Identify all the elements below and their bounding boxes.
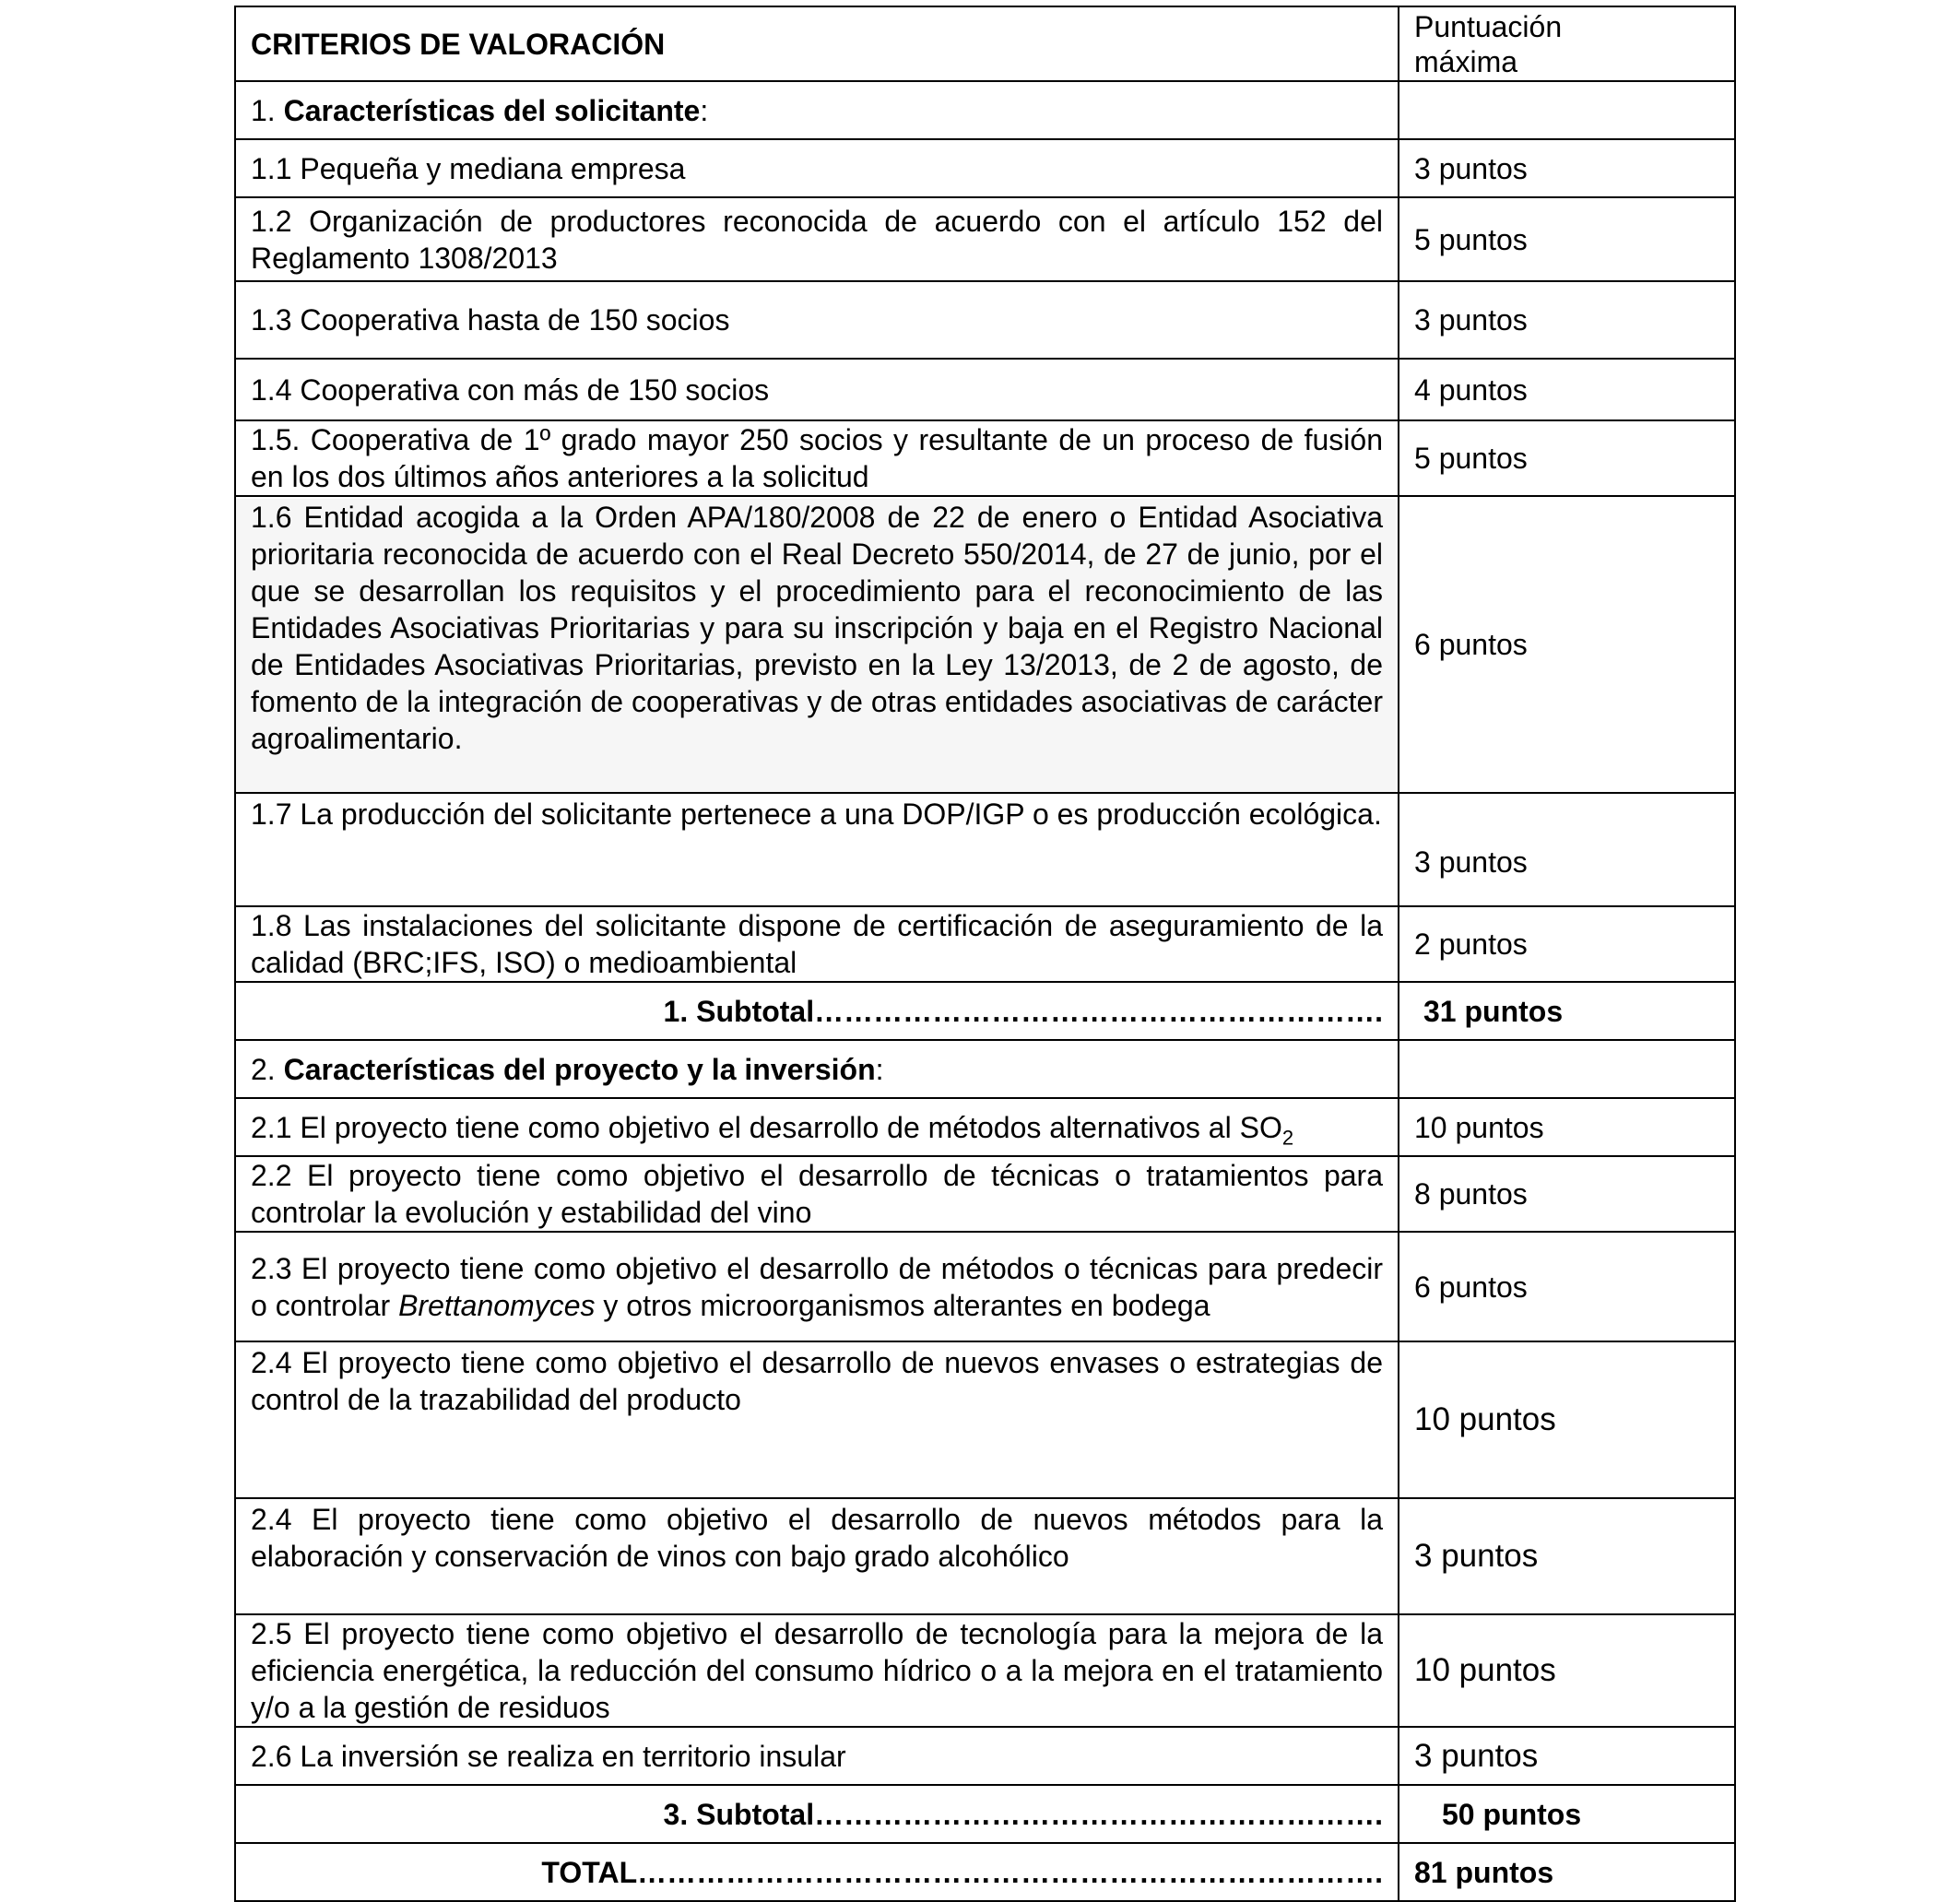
criterion-text: 2.4 El proyecto tiene como objetivo el desarrollo de nuevos métodos para la elaboración y conservación de vinos con bajo grado alcohólico xyxy=(235,1498,1399,1614)
criterion-text: 2.6 La inversión se realiza en territorio insular xyxy=(235,1727,1399,1785)
criterion-points: 5 puntos xyxy=(1399,197,1735,281)
criterion-points: 10 puntos xyxy=(1399,1341,1735,1498)
criterion-text: 1.7 La producción del solicitante pertenece a una DOP/IGP o es producción ecológica. xyxy=(235,793,1399,906)
table-row xyxy=(235,1098,1735,1156)
section2-heading-points-cell xyxy=(1399,1040,1735,1098)
section1-number: 1. xyxy=(251,93,284,127)
total-label: TOTAL…………………………………………………………………. xyxy=(235,1843,1399,1901)
subtotal2-value: 50 puntos xyxy=(1399,1785,1735,1843)
section1-suffix: : xyxy=(700,93,709,127)
table-row xyxy=(235,793,1735,906)
criterion-text-cell xyxy=(235,1098,1399,1156)
points-header-line2: máxima xyxy=(1414,44,1518,78)
subtotal2-row xyxy=(235,1785,1735,1843)
section1-heading-cell xyxy=(235,81,1399,139)
criterion-text: 1.1 Pequeña y mediana empresa xyxy=(235,139,1399,197)
criterion-points: 3 puntos xyxy=(1399,281,1735,359)
table-row xyxy=(235,496,1735,793)
section1-heading-row xyxy=(235,81,1735,139)
criterion-points: 10 puntos xyxy=(1399,1614,1735,1727)
criterion-points: 4 puntos xyxy=(1399,359,1735,420)
table-row xyxy=(235,1727,1735,1785)
points-header-line1: Puntuación xyxy=(1414,9,1563,43)
criterion-text-cell xyxy=(235,1232,1399,1341)
table-row xyxy=(235,1614,1735,1727)
criterion-text-after: y otros microorganismos alterantes en bodega xyxy=(595,1288,1210,1322)
table-row xyxy=(235,420,1735,496)
criterion-points: 5 puntos xyxy=(1399,420,1735,496)
table-header-row xyxy=(235,6,1735,81)
section2-number: 2. xyxy=(251,1052,284,1086)
table-row xyxy=(235,1156,1735,1232)
total-row xyxy=(235,1843,1735,1901)
table-row xyxy=(235,197,1735,281)
criterion-text: 2.2 El proyecto tiene como objetivo el desarrollo de técnicas o tratamientos para controlar la evolución y estabilidad del vino xyxy=(235,1156,1399,1232)
total-value: 81 puntos xyxy=(1399,1843,1735,1901)
criterion-text: 1.2 Organización de productores reconocida de acuerdo con el artículo 152 del Reglamento 1308/2013 xyxy=(235,197,1399,281)
criterion-text: 1.3 Cooperativa hasta de 150 socios xyxy=(235,281,1399,359)
table-row xyxy=(235,359,1735,420)
criterion-subscript: 2 xyxy=(1281,1125,1294,1149)
section2-suffix: : xyxy=(875,1052,884,1086)
table-row xyxy=(235,1498,1735,1614)
criteria-table xyxy=(234,6,1736,1902)
criterion-points: 2 puntos xyxy=(1399,906,1735,982)
criterion-text: 1.5. Cooperativa de 1º grado mayor 250 socios y resultante de un proceso de fusión en los dos últimos años anteriores a la solicitud xyxy=(235,420,1399,496)
criterion-points: 6 puntos xyxy=(1399,1232,1735,1341)
table-row xyxy=(235,1232,1735,1341)
criterion-text-italic: Brettanomyces xyxy=(398,1288,596,1322)
section2-heading-cell xyxy=(235,1040,1399,1098)
criterion-points: 10 puntos xyxy=(1399,1098,1735,1156)
section1-title: Características del solicitante xyxy=(283,93,701,127)
subtotal1-label: 1. Subtotal…………………………………………………. xyxy=(235,982,1399,1040)
table-row xyxy=(235,1341,1735,1498)
table-row xyxy=(235,906,1735,982)
criterion-text: 1.8 Las instalaciones del solicitante dispone de certificación de aseguramiento de la calidad (BRC;IFS, ISO) o medioambiental xyxy=(235,906,1399,982)
criteria-header-title: CRITERIOS DE VALORACIÓN xyxy=(251,27,666,61)
criteria-header-cell xyxy=(235,6,1399,81)
subtotal2-label: 3. Subtotal…………………………………………………. xyxy=(235,1785,1399,1843)
points-header-cell xyxy=(1399,6,1735,81)
criterion-text: 2.3 El proyecto tiene como objetivo el desarrollo de métodos o técnicas para predecir o controlar xyxy=(251,1251,1383,1322)
criterion-text: 2.4 El proyecto tiene como objetivo el desarrollo de nuevos envases o estrategias de control de la trazabilidad del producto xyxy=(235,1341,1399,1498)
table-row xyxy=(235,139,1735,197)
criterion-points: 3 puntos xyxy=(1399,1727,1735,1785)
criterion-text: 2.5 El proyecto tiene como objetivo el desarrollo de tecnología para la mejora de la eficiencia energética, la reducción del consumo hídrico o a la mejora en el tratamiento y/o a la gestión de residuos xyxy=(235,1614,1399,1727)
criterion-points: 3 puntos xyxy=(1399,1498,1735,1614)
section2-title: Características del proyecto y la inversión xyxy=(283,1052,876,1086)
criterion-text: 1.6 Entidad acogida a la Orden APA/180/2008 de 22 de enero o Entidad Asociativa prioritaria reconocida de acuerdo con el Real Decreto 550/2014, de 27 de junio, por el que se desarrollan los requisitos y el procedimiento para el reconocimiento de las Entidades Asociativas Prioritarias y para su inscripción y baja en el Registro Nacional de Entidades Asociativas Prioritarias, previsto en la Ley 13/2013, de 2 de agosto, de fomento de la integración de cooperativas y de otras entidades asociativas de carácter agroalimentario. xyxy=(236,499,1396,792)
section2-heading-row xyxy=(235,1040,1735,1098)
subtotal1-row xyxy=(235,982,1735,1040)
criterion-points: 3 puntos xyxy=(1399,139,1735,197)
criterion-points: 6 puntos xyxy=(1399,496,1735,793)
table-row xyxy=(235,281,1735,359)
criterion-points: 3 puntos xyxy=(1399,793,1735,906)
criterion-text: 1.4 Cooperativa con más de 150 socios xyxy=(235,359,1399,420)
criterion-text: 2.1 El proyecto tiene como objetivo el desarrollo de métodos alternativos al SO xyxy=(251,1110,1282,1144)
criterion-points: 8 puntos xyxy=(1399,1156,1735,1232)
subtotal1-value: 31 puntos xyxy=(1399,982,1735,1040)
section1-heading-points-cell xyxy=(1399,81,1735,139)
criterion-text-cell xyxy=(235,496,1399,793)
